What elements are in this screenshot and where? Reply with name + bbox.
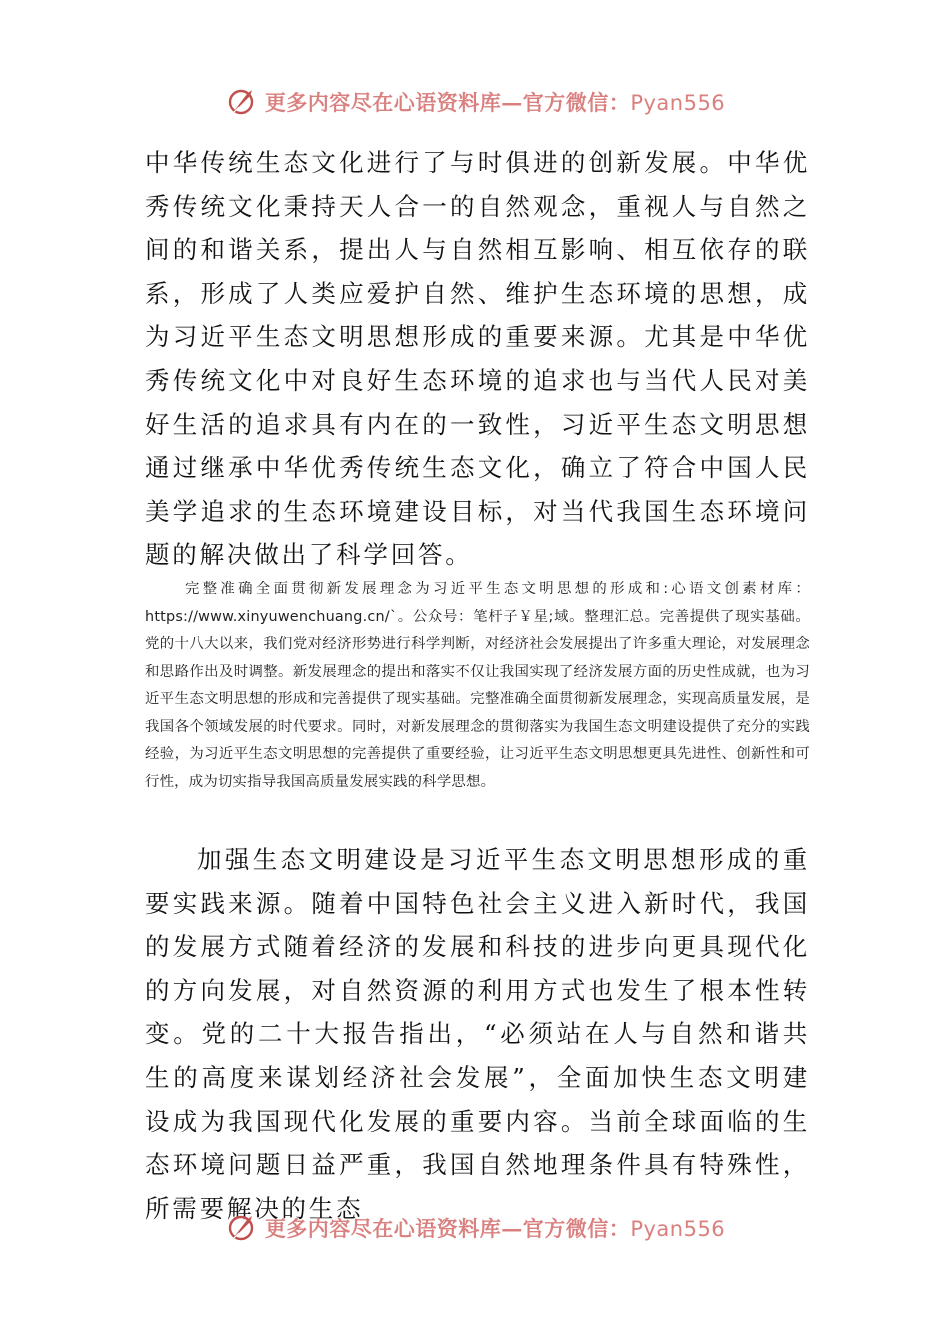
body-paragraph-3 <box>145 838 810 1230</box>
paragraph-text: 加强生态文明建设是习近平生态文明思想形成的重要实践来源。随着中国特色社会主义进入新时代，我国的发展方式随着经济的发展和科技的进步向更具现代化的方向发展，对自然资源的利用方式也发生了根本性转变。党的二十大报告指出，“必须站在人与自然和谐共生的高度来谋划经济社会发展”，全面加快生态文明建设成为我国现代化发展的重要内容。当前全球面临的生态环境问题日益严重，我国自然地理条件具有特殊性，所需要解决的生态 <box>145 845 810 1223</box>
watermark-text: 更多内容尽在心语资料库—官方微信：Pyan556 <box>264 90 726 115</box>
pen-nib-circle-icon <box>225 85 259 119</box>
paragraph-text: 中华传统生态文化进行了与时俱进的创新发展。中华优秀传统文化秉持天人合一的自然观念，重视人与自然之间的和谐关系，提出人与自然相互影响、相互依存的联系，形成了人类应爱护自然、维护生态环境的思想，成为习近平生态文明思想形成的重要来源。尤其是中华优秀传统文化中对良好生态环境的追求也与当代人民对美好生活的追求具有内在的一致性，习近平生态文明思想通过继承中华优秀传统生态文化，确立了符合中国人民美学追求的生态环境建设目标，对当代我国生态环境问题的解决做出了科学回答。 <box>145 148 810 570</box>
header-watermark <box>0 82 950 122</box>
footer-watermark <box>0 1208 950 1248</box>
watermark-text: 更多内容尽在心语资料库—官方微信：Pyan556 <box>264 1216 726 1241</box>
body-paragraph-1 <box>145 141 810 577</box>
paragraph-text: 完整准确全面贯彻新发展理念为习近平生态文明思想的形成和:心语文创素材库：https://www.xinyuwenchuang.cn/`。公众号：笔杆子￥星;域。整理汇总。完善提供了现实基础。党的十八大以来，我们党对经济形势进行科学判断，对经济社会发展提出了许多重大理论，对发展理念和思路作出及时调整。新发展理念的提出和落实不仅让我国实现了经济发展方面的历史性成就，也为习近平生态文明思想的形成和完善提供了现实基础。完整准确全面贯彻新发展理念，实现高质量发展，是我国各个领域发展的时代要求。同时，对新发展理念的贯彻落实为我国生态文明建设提供了充分的实践经验，为习近平生态文明思想的完善提供了重要经验，让习近平生态文明思想更具先进性、创新性和可行性，成为切实指导我国高质量发展实践的科学思想。 <box>145 581 810 790</box>
body-paragraph-2 <box>145 576 810 796</box>
pen-nib-circle-icon <box>225 1211 259 1245</box>
wechat-id: Pyan556 <box>630 1217 726 1241</box>
wechat-id: Pyan556 <box>630 91 726 115</box>
